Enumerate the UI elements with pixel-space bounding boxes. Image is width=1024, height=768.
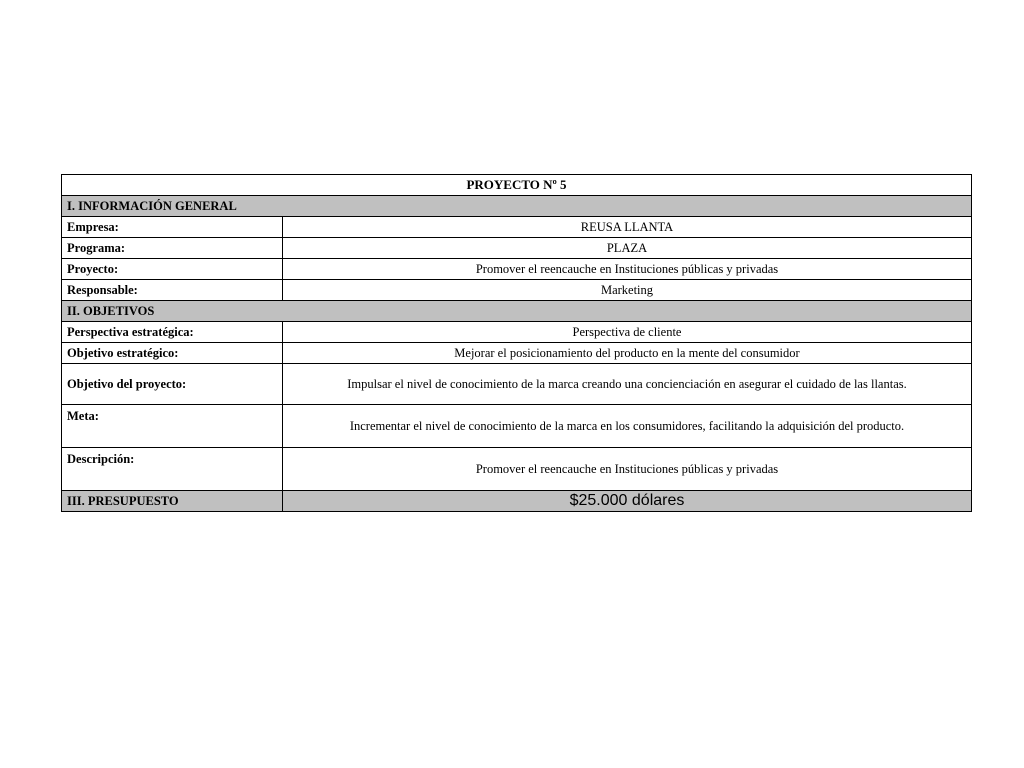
table-row bbox=[62, 217, 972, 238]
row-value-descripcion: Promover el reencauche en Instituciones públicas y privadas bbox=[283, 448, 972, 491]
row-value-perspectiva: Perspectiva de cliente bbox=[283, 322, 972, 343]
table-row bbox=[62, 259, 972, 280]
table-row bbox=[62, 238, 972, 259]
row-label-responsable: Responsable: bbox=[62, 280, 283, 301]
project-title: PROYECTO Nº 5 bbox=[62, 175, 972, 196]
table-row bbox=[62, 280, 972, 301]
row-label-objetivo-estrategico: Objetivo estratégico: bbox=[62, 343, 283, 364]
row-value-empresa: REUSA LLANTA bbox=[283, 217, 972, 238]
section-title-budget: III. PRESUPUESTO bbox=[62, 491, 283, 512]
project-sheet bbox=[61, 174, 971, 512]
row-value-proyecto: Promover el reencauche en Instituciones públicas y privadas bbox=[283, 259, 972, 280]
table-row bbox=[62, 405, 972, 448]
section-title-objectives: II. OBJETIVOS bbox=[62, 301, 972, 322]
row-value-meta: Incrementar el nivel de conocimiento de la marca en los consumidores, facilitando la adquisición del producto. bbox=[283, 405, 972, 448]
table-row bbox=[62, 448, 972, 491]
row-label-proyecto: Proyecto: bbox=[62, 259, 283, 280]
title-row bbox=[62, 175, 972, 196]
section-title-general: I. INFORMACIÓN GENERAL bbox=[62, 196, 972, 217]
row-label-descripcion: Descripción: bbox=[62, 448, 283, 491]
row-value-programa: PLAZA bbox=[283, 238, 972, 259]
table-row bbox=[62, 343, 972, 364]
row-label-empresa: Empresa: bbox=[62, 217, 283, 238]
budget-value: $25.000 dólares bbox=[283, 491, 972, 512]
row-value-objetivo-proyecto: Impulsar el nivel de conocimiento de la marca creando una concienciación en asegurar el cuidado de las llantas. bbox=[283, 364, 972, 405]
table-row bbox=[62, 364, 972, 405]
section-row-objectives bbox=[62, 301, 972, 322]
table-row bbox=[62, 322, 972, 343]
row-label-programa: Programa: bbox=[62, 238, 283, 259]
row-value-responsable: Marketing bbox=[283, 280, 972, 301]
project-table bbox=[61, 174, 972, 512]
section-row-general bbox=[62, 196, 972, 217]
row-value-objetivo-estrategico: Mejorar el posicionamiento del producto en la mente del consumidor bbox=[283, 343, 972, 364]
section-row-budget bbox=[62, 491, 972, 512]
row-label-objetivo-proyecto: Objetivo del proyecto: bbox=[62, 364, 283, 405]
row-label-perspectiva: Perspectiva estratégica: bbox=[62, 322, 283, 343]
row-label-meta: Meta: bbox=[62, 405, 283, 448]
